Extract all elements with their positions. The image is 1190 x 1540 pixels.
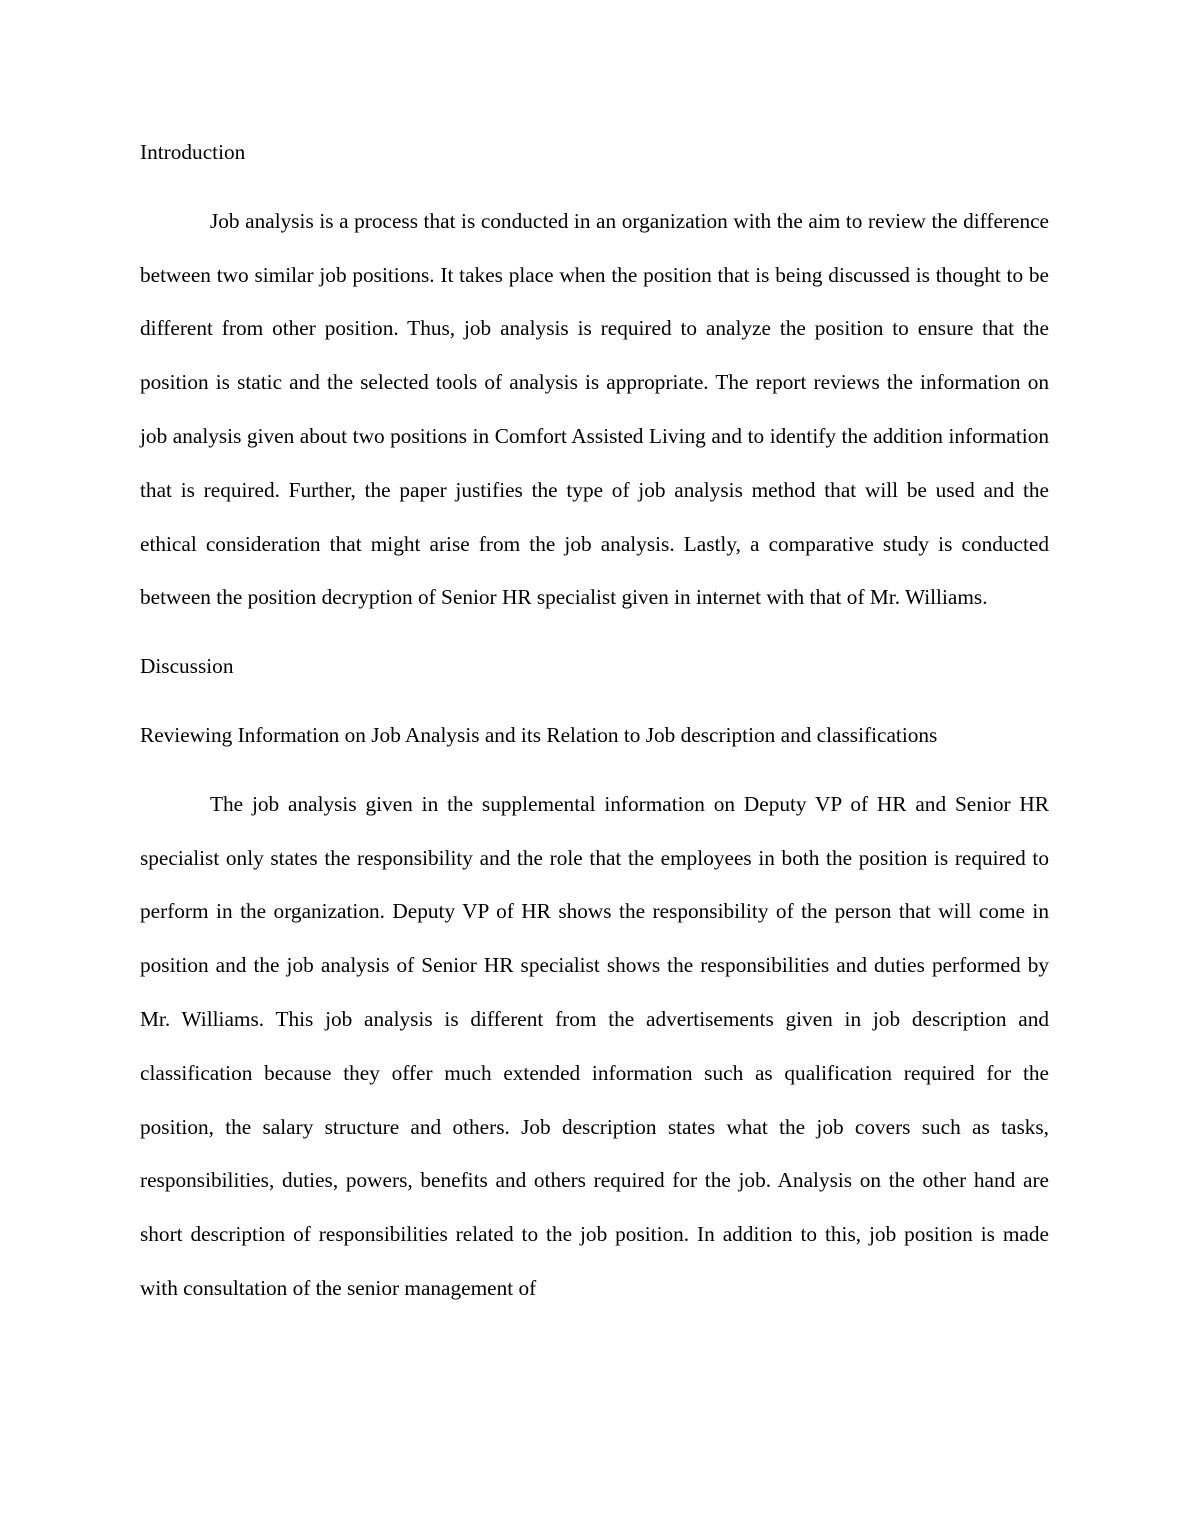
discussion-paragraph: The job analysis given in the supplemental information on Deputy VP of HR and Senior HR specialist only states the responsibility and the role that the employees in both the position is required to perform in the organization. Deputy VP of HR shows the responsibility of the person that will come in position and the job analysis of Senior HR specialist shows the responsibilities and duties performed by Mr. Williams. This job analysis is different from the advertisements given in job description and classification because they offer much extended information such as qualification required for the position, the salary structure and others. Job description states what the job covers such as tasks, responsibilities, duties, powers, benefits and others required for the job. Analysis on the other hand are short description of responsibilities related to the job position. In addition to this, job position is made with consultation of the senior management of: [140, 791, 1049, 1300]
discussion-heading: Discussion: [140, 654, 234, 679]
introduction-paragraph: Job analysis is a process that is conducted in an organization with the aim to review the difference between two similar job positions. It takes place when the position that is being discussed is thought to be different from other position. Thus, job analysis is required to analyze the position to ensure that the position is static and the selected tools of analysis is appropriate. The report reviews the information on job analysis given about two positions in Comfort Assisted Living and to identify the addition information that is required. Further, the paper justifies the type of job analysis method that will be used and the ethical consideration that might arise from the job analysis. Lastly, a comparative study is conducted between the position decryption of Senior HR specialist given in internet with that of Mr. Williams.: [140, 208, 1049, 610]
introduction-heading: Introduction: [140, 140, 246, 164]
document-body: [140, 126, 1049, 1331]
section-subheading: Reviewing Information on Job Analysis and its Relation to Job description and classifications: [140, 722, 938, 747]
